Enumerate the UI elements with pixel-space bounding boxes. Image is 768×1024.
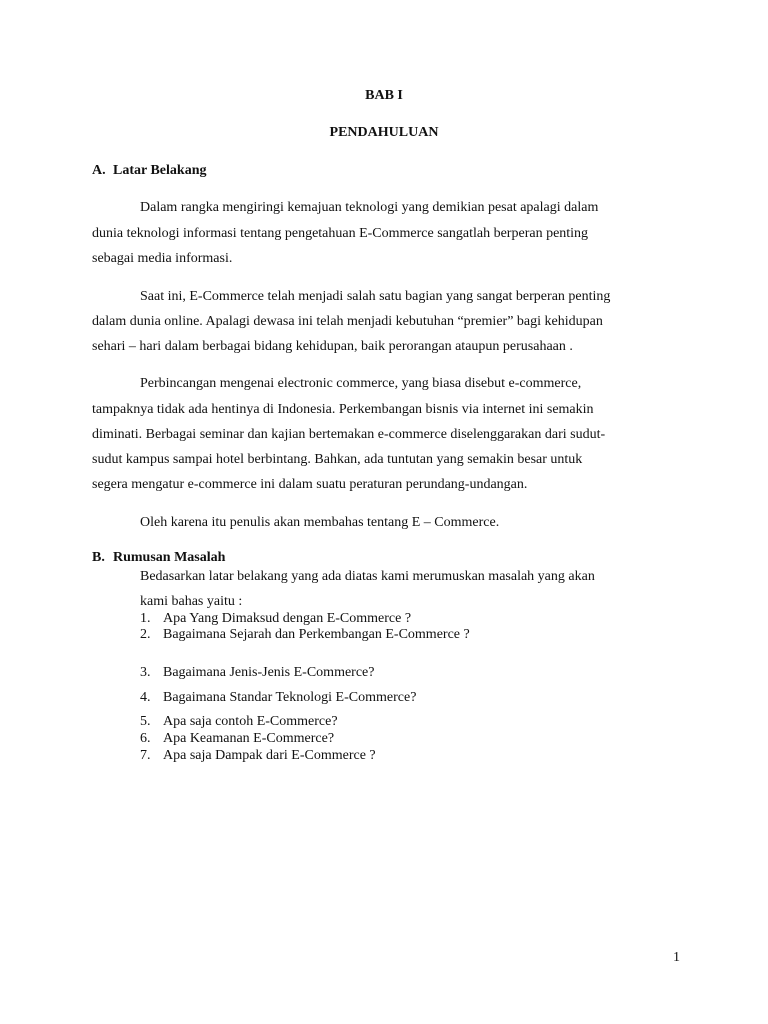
list-item: Apa Keamanan E-Commerce? [163,731,335,746]
paragraph-line: dalam dunia online. Apalagi dewasa ini telah menjadi kebutuhan “premier” bagi kehidupan [92,314,603,329]
paragraph-line: Bedasarkan latar belakang yang ada diatas kami merumuskan masalah yang akan [140,569,595,584]
chapter-subtitle: PENDAHULUAN [329,125,439,140]
list-item: Bagaimana Jenis-Jenis E-Commerce? [163,665,375,680]
section-a-heading: Latar Belakang [113,163,207,178]
list-item-number: 7. [140,748,151,763]
paragraph-line: diminati. Berbagai seminar dan kajian bertemakan e-commerce diselenggarakan dari sudut- [92,427,606,442]
paragraph-line: Oleh karena itu penulis akan membahas tentang E – Commerce. [140,515,500,530]
list-item: Bagaimana Sejarah dan Perkembangan E-Commerce ? [163,627,470,642]
list-item-number: 5. [140,714,151,729]
section-a-letter: A. [92,163,106,178]
section-b-heading: Rumusan Masalah [113,550,226,565]
list-item-number: 6. [140,731,151,746]
list-item-number: 1. [140,611,151,626]
chapter-title: BAB I [365,88,403,103]
list-item-number: 2. [140,627,151,642]
list-item: Apa saja contoh E-Commerce? [163,714,338,729]
paragraph-line: Dalam rangka mengiringi kemajuan teknologi yang demikian pesat apalagi dalam [140,200,599,215]
list-item: Apa saja Dampak dari E-Commerce ? [163,748,376,763]
list-item-number: 4. [140,690,151,705]
list-item-number: 3. [140,665,151,680]
paragraph-line: tampaknya tidak ada hentinya di Indonesia. Perkembangan bisnis via internet ini semakin [92,402,594,417]
list-item: Apa Yang Dimaksud dengan E-Commerce ? [163,611,412,626]
paragraph-line: sehari – hari dalam berbagai bidang kehidupan, baik perorangan ataupun perusahaan . [92,339,573,354]
page-number: 1 [673,950,680,965]
paragraph-line: kami bahas yaitu : [140,594,243,609]
paragraph-line: segera mengatur e-commerce ini dalam suatu peraturan perundang-undangan. [92,477,528,492]
paragraph-line: dunia teknologi informasi tentang pengetahuan E-Commerce sangatlah berperan penting [92,226,589,241]
section-b-letter: B. [92,550,105,565]
paragraph-line: sebagai media informasi. [92,251,233,266]
paragraph-line: Perbincangan mengenai electronic commerce, yang biasa disebut e-commerce, [140,376,582,391]
list-item: Bagaimana Standar Teknologi E-Commerce? [163,690,417,705]
paragraph-line: Saat ini, E-Commerce telah menjadi salah satu bagian yang sangat berperan penting [140,289,611,304]
paragraph-line: sudut kampus sampai hotel berbintang. Bahkan, ada tuntutan yang semakin besar untuk [92,452,583,467]
